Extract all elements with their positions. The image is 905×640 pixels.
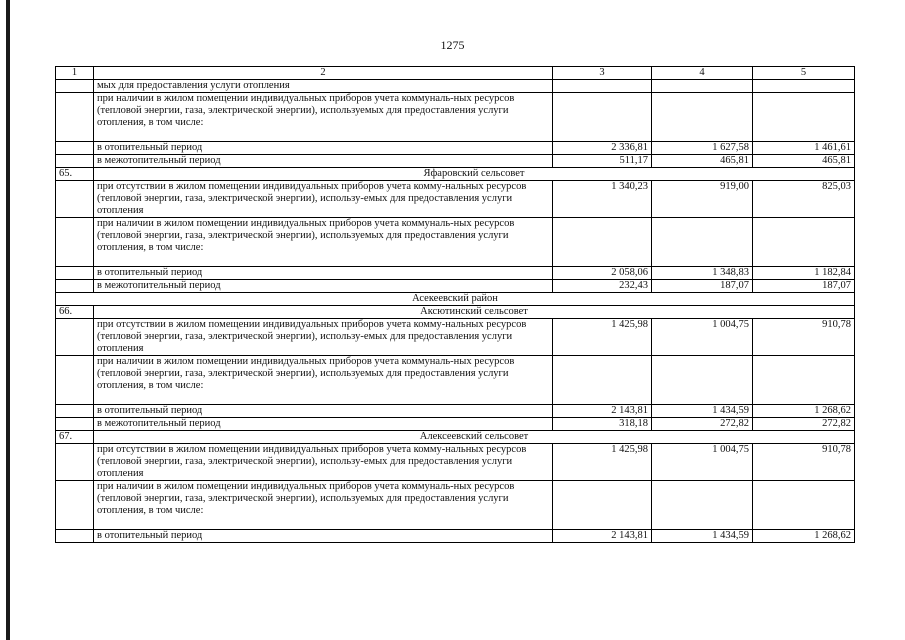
row-value-col5: 1 182,84 (753, 267, 855, 280)
row-value-col4 (652, 356, 753, 405)
row-value-col3 (553, 218, 652, 267)
row-value-col3: 2 143,81 (553, 405, 652, 418)
row-value-col5: 825,03 (753, 181, 855, 218)
row-value-col3 (553, 93, 652, 142)
tariff-table-body (56, 67, 855, 543)
row-description: мых для предоставления услуги отопления (94, 80, 553, 93)
row-number-cell (56, 319, 94, 356)
table-row (56, 155, 855, 168)
row-description: в отопительный период (94, 530, 553, 543)
table-row (56, 80, 855, 93)
row-value-col5: 465,81 (753, 155, 855, 168)
row-value-col5: 1 268,62 (753, 405, 855, 418)
row-value-col5 (753, 80, 855, 93)
row-number-cell (56, 444, 94, 481)
row-value-col5: 1 268,62 (753, 530, 855, 543)
row-value-col4 (652, 80, 753, 93)
table-row (56, 319, 855, 356)
row-description: при наличии в жилом помещении индивидуальных приборов учета коммуналь-ных ресурсов (тепловой энергии, газа, электрической энергии), используемых для предоставления услуги отопления, в том числе: (94, 481, 553, 530)
row-description: при отсутствии в жилом помещении индивидуальных приборов учета комму-нальных ресурсов (тепловой энергии, газа, электрической энергии), использу-емых для предоставления услуги отопления (94, 319, 553, 356)
row-number-cell (56, 356, 94, 405)
row-value-col3: 1 425,98 (553, 319, 652, 356)
section-row (56, 306, 855, 319)
row-value-col4: 1 348,83 (652, 267, 753, 280)
row-number-cell (56, 280, 94, 293)
row-number-cell (56, 530, 94, 543)
row-description: в межотопительный период (94, 418, 553, 431)
row-number-cell (56, 267, 94, 280)
row-number-cell (56, 481, 94, 530)
section-title: Яфаровский сельсовет (94, 168, 855, 181)
table-row (56, 93, 855, 142)
table-row (56, 280, 855, 293)
row-description: в отопительный период (94, 405, 553, 418)
row-value-col4: 1 434,59 (652, 530, 753, 543)
row-number-cell (56, 405, 94, 418)
section-title: Аксютинский сельсовет (94, 306, 855, 319)
row-value-col5: 1 461,61 (753, 142, 855, 155)
row-description: в отопительный период (94, 142, 553, 155)
row-value-col4: 1 434,59 (652, 405, 753, 418)
column-header-3: 3 (553, 67, 652, 80)
row-value-col4 (652, 481, 753, 530)
row-description: при отсутствии в жилом помещении индивидуальных приборов учета комму-нальных ресурсов (тепловой энергии, газа, электрической энергии), использу-емых для предоставления услуги отопления (94, 181, 553, 218)
column-header-5: 5 (753, 67, 855, 80)
row-number-cell (56, 218, 94, 267)
row-value-col3: 2 336,81 (553, 142, 652, 155)
row-value-col5: 910,78 (753, 319, 855, 356)
row-number: 65. (56, 168, 94, 181)
district-title: Асекеевский район (56, 293, 855, 306)
section-row (56, 168, 855, 181)
section-row (56, 431, 855, 444)
row-value-col3: 1 340,23 (553, 181, 652, 218)
row-value-col4: 1 627,58 (652, 142, 753, 155)
row-value-col5: 187,07 (753, 280, 855, 293)
row-value-col3: 232,43 (553, 280, 652, 293)
row-value-col5 (753, 481, 855, 530)
row-number-cell (56, 80, 94, 93)
row-value-col5: 272,82 (753, 418, 855, 431)
row-number-cell (56, 418, 94, 431)
row-description: в отопительный период (94, 267, 553, 280)
row-description: при отсутствии в жилом помещении индивидуальных приборов учета комму-нальных ресурсов (тепловой энергии, газа, электрической энергии), использу-емых для предоставления услуги отопления (94, 444, 553, 481)
row-value-col4: 272,82 (652, 418, 753, 431)
row-value-col3 (553, 80, 652, 93)
table-row (56, 142, 855, 155)
row-value-col4: 187,07 (652, 280, 753, 293)
row-value-col5 (753, 93, 855, 142)
row-value-col4 (652, 218, 753, 267)
page-binding-edge (6, 0, 10, 640)
table-row (56, 481, 855, 530)
row-value-col3: 318,18 (553, 418, 652, 431)
row-value-col4: 465,81 (652, 155, 753, 168)
row-number-cell (56, 93, 94, 142)
column-header-2: 2 (94, 67, 553, 80)
row-number-cell (56, 155, 94, 168)
row-value-col5 (753, 218, 855, 267)
row-description: при наличии в жилом помещении индивидуальных приборов учета коммуналь-ных ресурсов (тепловой энергии, газа, электрической энергии), используемых для предоставления услуги отопления, в том числе: (94, 93, 553, 142)
row-description: при наличии в жилом помещении индивидуальных приборов учета коммуналь-ных ресурсов (тепловой энергии, газа, электрической энергии), используемых для предоставления услуги отопления, в том числе: (94, 218, 553, 267)
table-row (56, 181, 855, 218)
row-description: при наличии в жилом помещении индивидуальных приборов учета коммуналь-ных ресурсов (тепловой энергии, газа, электрической энергии), используемых для предоставления услуги отопления, в том числе: (94, 356, 553, 405)
row-number: 67. (56, 431, 94, 444)
page-number: 1275 (440, 38, 465, 52)
column-header-4: 4 (652, 67, 753, 80)
row-value-col3 (553, 481, 652, 530)
row-number-cell (56, 181, 94, 218)
district-row (56, 293, 855, 306)
table-row (56, 444, 855, 481)
column-header-1: 1 (56, 67, 94, 80)
row-value-col3: 2 058,06 (553, 267, 652, 280)
table-row (56, 530, 855, 543)
row-value-col5: 910,78 (753, 444, 855, 481)
row-value-col4: 1 004,75 (652, 444, 753, 481)
row-number-cell (56, 142, 94, 155)
row-description: в межотопительный период (94, 280, 553, 293)
row-number: 66. (56, 306, 94, 319)
table-row (56, 405, 855, 418)
row-value-col3: 511,17 (553, 155, 652, 168)
table-row (56, 418, 855, 431)
section-title: Алексеевский сельсовет (94, 431, 855, 444)
table-row (56, 356, 855, 405)
row-value-col3 (553, 356, 652, 405)
table-row (56, 267, 855, 280)
column-header-row (56, 67, 855, 80)
row-value-col5 (753, 356, 855, 405)
row-value-col3: 1 425,98 (553, 444, 652, 481)
table-row (56, 218, 855, 267)
row-value-col4 (652, 93, 753, 142)
row-value-col4: 1 004,75 (652, 319, 753, 356)
row-value-col3: 2 143,81 (553, 530, 652, 543)
row-value-col4: 919,00 (652, 181, 753, 218)
tariff-table (55, 66, 855, 543)
row-description: в межотопительный период (94, 155, 553, 168)
